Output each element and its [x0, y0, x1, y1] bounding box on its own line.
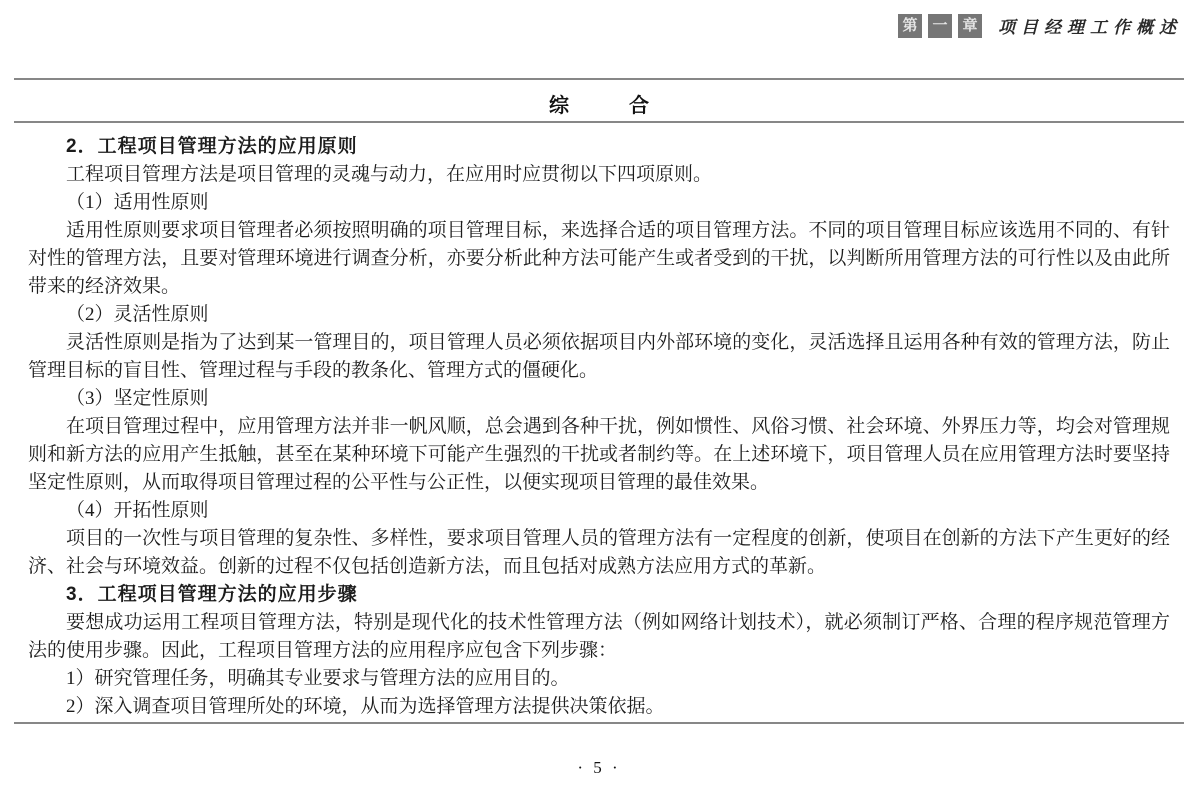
- chapter-title: 项目经理工作概述: [998, 18, 1182, 37]
- sub-heading: （1）适用性原则: [66, 192, 209, 213]
- section-heading: 2．工程项目管理方法的应用原则: [66, 136, 358, 157]
- chapter-box-char: 章: [958, 14, 982, 38]
- section-heading: 3．工程项目管理方法的应用步骤: [66, 584, 358, 605]
- chapter-box-char: 一: [928, 14, 952, 38]
- banner-bottom-rule: [14, 121, 1184, 123]
- page-body: [28, 133, 1170, 721]
- sub-heading: （4）开拓性原则: [66, 500, 209, 521]
- section-banner: 综 合: [549, 95, 649, 117]
- list-item: 2）深入调查项目管理所处的环境，从而为选择管理方法提供决策依据。: [66, 696, 665, 717]
- top-rule: [14, 78, 1184, 80]
- paragraph: 灵活性原则是指为了达到某一管理目的，项目管理人员必须依据项目内外部环境的变化，灵活选择且运用各种有效的管理方法，防止管理目标的盲目性、管理过程与手段的教条化、管理方式的僵硬化。: [28, 332, 1170, 381]
- paragraph: 要想成功运用工程项目管理方法，特别是现代化的技术性管理方法（例如网络计划技术），就必须制订严格、合理的程序规范管理方法的使用步骤。因此，工程项目管理方法的应用程序应包含下列步骤：: [28, 612, 1170, 661]
- paragraph: 项目的一次性与项目管理的复杂性、多样性，要求项目管理人员的管理方法有一定程度的创新，使项目在创新的方法下产生更好的经济、社会与环境效益。创新的过程不仅包括创造新方法，而且包括对成熟方法应用方式的革新。: [28, 528, 1170, 577]
- page-number: · 5 ·: [577, 758, 621, 777]
- bottom-rule: [14, 722, 1184, 724]
- chapter-header: [898, 13, 1182, 38]
- paragraph: 在项目管理过程中，应用管理方法并非一帆风顺，总会遇到各种干扰，例如惯性、风俗习惯、社会环境、外界压力等，均会对管理规则和新方法的应用产生抵触，甚至在某种环境下可能产生强烈的干扰或者制约等。在上述环境下，项目管理人员在应用管理方法时要坚持坚定性原则，从而取得项目管理过程的公平性与公正性，以便实现项目管理的最佳效果。: [28, 416, 1170, 493]
- paragraph: 工程项目管理方法是项目管理的灵魂与动力，在应用时应贯彻以下四项原则。: [66, 164, 713, 185]
- chapter-number-boxes: [898, 14, 982, 38]
- chapter-box-char: 第: [898, 14, 922, 38]
- list-item: 1）研究管理任务，明确其专业要求与管理方法的应用目的。: [66, 668, 570, 689]
- paragraph: 适用性原则要求项目管理者必须按照明确的项目管理目标，来选择合适的项目管理方法。不同的项目管理目标应该选用不同的、有针对性的管理方法，且要对管理环境进行调查分析，亦要分析此种方法可能产生或者受到的干扰，以判断所用管理方法的可行性以及由此所带来的经济效果。: [28, 220, 1170, 297]
- sub-heading: （2）灵活性原则: [66, 304, 209, 325]
- sub-heading: （3）坚定性原则: [66, 388, 209, 409]
